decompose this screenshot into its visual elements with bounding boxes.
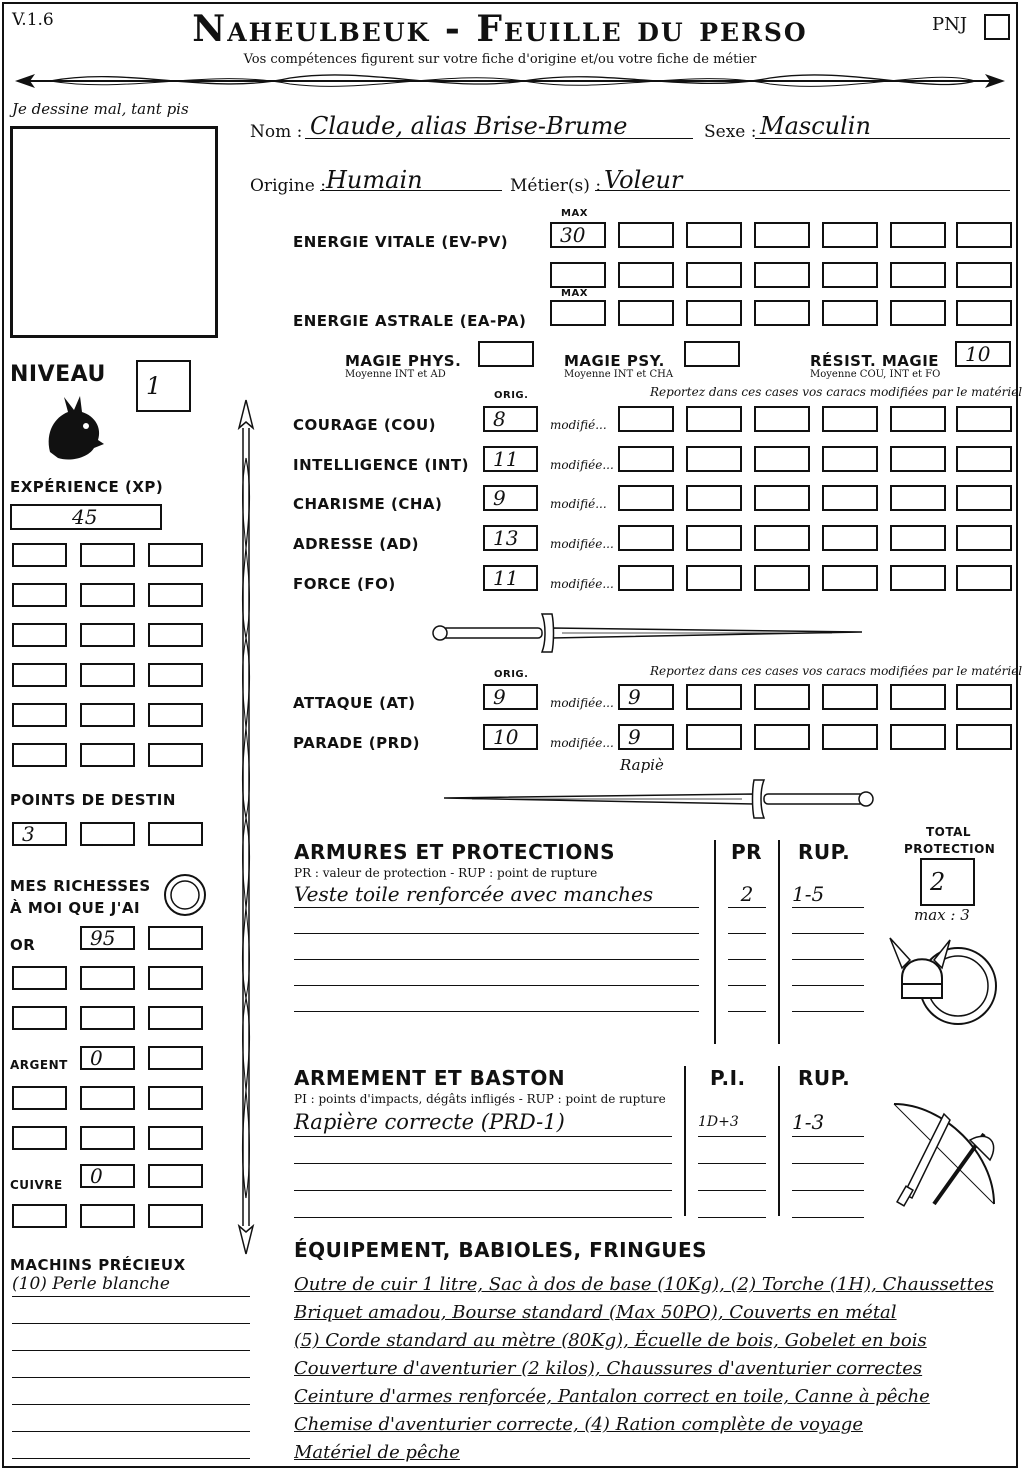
xp-extra-box[interactable]	[12, 623, 67, 647]
carac-mod-label: modifiée...	[550, 537, 614, 551]
carac-mod-box[interactable]	[686, 406, 742, 432]
ea-box[interactable]	[890, 300, 946, 326]
sword-icon-2	[432, 778, 874, 822]
combat-mod-box[interactable]	[686, 684, 742, 710]
magie-psy-hint: Moyenne INT et CHA	[564, 369, 674, 380]
resist-label: RÉSIST. MAGIE	[810, 352, 940, 370]
combat-orig-box[interactable]: 10	[483, 724, 538, 750]
ev-box[interactable]	[822, 262, 878, 288]
carac-note: Reportez dans ces cases vos caracs modifiées par le matériel	[650, 385, 1023, 399]
money-box[interactable]	[80, 1086, 135, 1110]
arme-rup[interactable]	[792, 1191, 864, 1218]
equipement-line[interactable]: Outre de cuir 1 litre, Sac à dos de base (10Kg), (2) Torche (1H), Chaussettes	[294, 1274, 994, 1295]
ev-max-label: MAX	[561, 208, 588, 219]
arme-pi[interactable]	[698, 1141, 766, 1164]
ea-box[interactable]	[956, 300, 1012, 326]
or-label: OR	[10, 936, 36, 954]
machins-label: MACHINS PRÉCIEUX	[10, 1256, 186, 1274]
magie-phys-hint: Moyenne INT et AD	[345, 369, 446, 380]
spear-divider-icon	[10, 66, 1010, 96]
carac-mod-box[interactable]	[890, 525, 946, 551]
carac-label: INTELLIGENCE (INT)	[293, 456, 469, 474]
ev-box[interactable]	[890, 222, 946, 248]
ev-box[interactable]	[618, 262, 674, 288]
arme-pi[interactable]	[698, 1195, 766, 1218]
resist-box[interactable]: 10	[955, 341, 1011, 367]
armure-pr[interactable]	[728, 908, 766, 934]
carac-mod-box[interactable]	[686, 525, 742, 551]
money-box[interactable]	[148, 1086, 203, 1110]
machin-line[interactable]	[12, 1382, 250, 1405]
carac-mod-box[interactable]	[956, 485, 1012, 511]
money-box[interactable]	[12, 1204, 67, 1228]
combat-mod-label: modifiée...	[550, 696, 614, 710]
argent-label: ARGENT	[10, 1058, 68, 1072]
armure-rup[interactable]	[792, 908, 864, 934]
equipement-line[interactable]: Couverture d'aventurier (2 kilos), Chaussures d'aventurier correctes	[294, 1358, 923, 1379]
nom-value[interactable]: Claude, alias Brise-Brume	[310, 112, 628, 140]
machin-line[interactable]	[12, 1409, 250, 1432]
ea-max-label: MAX	[561, 288, 588, 299]
total-protection-box[interactable]: 2	[920, 858, 975, 906]
arme-rup[interactable]	[792, 1164, 864, 1191]
armure-name[interactable]	[294, 908, 699, 934]
carac-orig-box[interactable]: 11	[483, 565, 538, 591]
weapons-icon	[884, 1094, 1004, 1218]
combat-mod-box[interactable]	[822, 684, 878, 710]
machin-line[interactable]	[12, 1436, 250, 1459]
cuivre-label: CUIVRE	[10, 1178, 63, 1192]
armure-pr[interactable]	[728, 934, 766, 960]
combat-label: PARADE (PRD)	[293, 734, 421, 752]
xp-extra-box[interactable]	[80, 623, 135, 647]
richesses-label-2: À MOI QUE J'AI	[10, 899, 141, 917]
equipement-line[interactable]: Chemise d'aventurier correcte, (4) Ration complète de voyage	[294, 1414, 863, 1435]
ea-box[interactable]	[754, 300, 810, 326]
armures-rup-header: RUP.	[798, 840, 851, 864]
carac-orig-box[interactable]: 8	[483, 406, 538, 432]
ea-max-box[interactable]	[550, 300, 606, 326]
ea-box[interactable]	[618, 300, 674, 326]
equipement-line[interactable]: Ceinture d'armes renforcée, Pantalon correct en toile, Canne à pêche	[294, 1386, 930, 1407]
niveau-box[interactable]: 1	[136, 360, 191, 412]
ea-box[interactable]	[686, 300, 742, 326]
money-box[interactable]	[12, 1086, 67, 1110]
xp-extra-box[interactable]	[148, 583, 203, 607]
carac-label: FORCE (FO)	[293, 575, 396, 593]
carac-mod-box[interactable]	[618, 446, 674, 472]
carac-mod-box[interactable]	[890, 485, 946, 511]
armures-title: ARMURES ET PROTECTIONS	[294, 840, 615, 864]
destin-box[interactable]: 3	[12, 822, 67, 846]
xp-extra-box[interactable]	[80, 663, 135, 687]
armement-pi-header: P.I.	[710, 1066, 746, 1090]
page-subtitle: Vos compétences figurent sur votre fiche d'origine et/ou votre fiche de métier	[243, 52, 757, 67]
xp-extra-box[interactable]	[12, 663, 67, 687]
page-title: Naheulbeuk - Feuille du perso	[192, 8, 808, 50]
total-label-1: TOTAL	[926, 825, 972, 839]
nom-label: Nom :	[250, 122, 303, 142]
armure-name[interactable]	[294, 986, 699, 1012]
carac-label: COURAGE (COU)	[293, 416, 437, 434]
combat-mod-box[interactable]	[890, 724, 946, 750]
ev-box[interactable]	[550, 262, 606, 288]
total-protection-note: max : 3	[914, 906, 970, 924]
xp-label: EXPÉRIENCE (XP)	[10, 478, 164, 496]
sexe-label: Sexe :	[704, 122, 757, 142]
armure-rup[interactable]	[792, 960, 864, 986]
money-box[interactable]	[12, 1006, 67, 1030]
carac-mod-label: modifié...	[550, 418, 607, 432]
coin-icon	[162, 872, 208, 918]
carac-mod-box[interactable]	[618, 485, 674, 511]
sword-icon	[432, 612, 874, 656]
money-value-box[interactable]: 95	[80, 926, 135, 950]
ev-max-box[interactable]: 30	[550, 222, 606, 248]
money-box[interactable]	[148, 966, 203, 990]
machin-line[interactable]	[12, 1301, 250, 1324]
carac-mod-box[interactable]	[754, 406, 810, 432]
arme-pi[interactable]: 1D+3	[698, 1114, 766, 1137]
carac-mod-label: modifiée...	[550, 458, 614, 472]
money-value-box[interactable]: 0	[80, 1164, 135, 1188]
armure-rup[interactable]	[792, 986, 864, 1012]
armures-hint: PR : valeur de protection - RUP : point de rupture	[294, 866, 598, 880]
money-box[interactable]	[80, 1204, 135, 1228]
carac-mod-box[interactable]	[618, 565, 674, 591]
money-box[interactable]	[148, 1006, 203, 1030]
armement-title: ARMEMENT ET BASTON	[294, 1066, 566, 1090]
money-box[interactable]	[80, 1006, 135, 1030]
carac-mod-box[interactable]	[956, 525, 1012, 551]
metier-label: Métier(s) :	[510, 176, 602, 196]
xp-extra-box[interactable]	[80, 543, 135, 567]
ev-box[interactable]	[754, 262, 810, 288]
niveau-label: NIVEAU	[10, 362, 106, 387]
money-box[interactable]	[12, 966, 67, 990]
xp-extra-box[interactable]	[148, 743, 203, 767]
ev-box[interactable]	[956, 262, 1012, 288]
combat-mod-box[interactable]	[754, 724, 810, 750]
helmet-shield-icon	[888, 928, 1000, 1032]
machin-line[interactable]	[12, 1355, 250, 1378]
arme-rup[interactable]	[792, 1137, 864, 1164]
total-label-2: PROTECTION	[904, 842, 996, 856]
carac-mod-box[interactable]	[618, 406, 674, 432]
equipement-line[interactable]: Matériel de pêche	[294, 1442, 460, 1463]
carac-label: CHARISME (CHA)	[293, 495, 443, 513]
armure-name[interactable]	[294, 934, 699, 960]
money-box[interactable]	[148, 1126, 203, 1150]
origine-value[interactable]: Humain	[326, 166, 423, 194]
carac-orig-box[interactable]: 9	[483, 485, 538, 511]
carac-mod-box[interactable]	[686, 565, 742, 591]
carac-mod-box[interactable]	[890, 446, 946, 472]
carac-mod-box[interactable]	[754, 446, 810, 472]
portrait-box[interactable]	[10, 126, 218, 338]
carac-mod-box[interactable]	[956, 446, 1012, 472]
ev-box[interactable]	[754, 222, 810, 248]
magie-phys-box[interactable]	[478, 341, 534, 367]
destin-label: POINTS DE DESTIN	[10, 791, 176, 809]
armement-hint: PI : points d'impacts, dégâts infligés - RUP : point de rupture	[294, 1092, 666, 1106]
carac-orig-box[interactable]: 13	[483, 525, 538, 551]
carac-mod-box[interactable]	[956, 406, 1012, 432]
armure-name[interactable]: Veste toile renforcée avec manches	[294, 882, 699, 908]
armures-pr-header: PR	[731, 840, 763, 864]
combat-note-header: Reportez dans ces cases vos caracs modifiées par le matériel	[650, 664, 1023, 678]
combat-mod-box[interactable]	[956, 724, 1012, 750]
armure-name[interactable]	[294, 960, 699, 986]
combat-label: ATTAQUE (AT)	[293, 694, 416, 712]
carac-mod-box[interactable]	[956, 565, 1012, 591]
armure-rup[interactable]: 1-5	[792, 882, 864, 908]
orig-label: ORIG.	[494, 390, 529, 401]
combat-mod-label: modifiée...	[550, 736, 614, 750]
carac-mod-box[interactable]	[890, 565, 946, 591]
arme-name[interactable]	[294, 1191, 672, 1218]
magie-phys-label: MAGIE PHYS.	[345, 352, 462, 370]
carac-mod-box[interactable]	[890, 406, 946, 432]
arme-name[interactable]	[294, 1137, 672, 1164]
vertical-spear-icon	[228, 398, 264, 1258]
ev-label: ENERGIE VITALE (EV-PV)	[293, 233, 509, 251]
carac-mod-box[interactable]	[822, 446, 878, 472]
sexe-value[interactable]: Masculin	[760, 112, 871, 140]
combat-orig-box[interactable]: 9	[483, 684, 538, 710]
combat-mod-box[interactable]	[822, 724, 878, 750]
money-box[interactable]	[148, 1164, 203, 1188]
carac-label: ADRESSE (AD)	[293, 535, 420, 553]
dragon-icon	[40, 392, 106, 464]
version-label: V.1.6	[12, 10, 54, 30]
combat-weapon-note: Rapiè	[620, 756, 664, 774]
xp-extra-box[interactable]	[12, 703, 67, 727]
ev-box[interactable]	[956, 222, 1012, 248]
xp-extra-box[interactable]	[148, 543, 203, 567]
xp-extra-box[interactable]	[148, 623, 203, 647]
combat-mod-box[interactable]: 9	[618, 724, 674, 750]
ea-label: ENERGIE ASTRALE (EA-PA)	[293, 312, 527, 330]
metier-value[interactable]: Voleur	[604, 166, 683, 194]
combat-mod-box[interactable]	[686, 724, 742, 750]
ev-box[interactable]	[686, 222, 742, 248]
origine-label: Origine :	[250, 176, 326, 196]
magie-psy-box[interactable]	[684, 341, 740, 367]
carac-mod-box[interactable]	[754, 485, 810, 511]
armure-pr[interactable]: 2	[728, 882, 766, 908]
ev-box[interactable]	[890, 262, 946, 288]
carac-mod-box[interactable]	[618, 525, 674, 551]
combat-mod-box[interactable]	[890, 684, 946, 710]
money-box[interactable]	[148, 926, 203, 950]
armure-rup[interactable]	[792, 934, 864, 960]
ev-box[interactable]	[618, 222, 674, 248]
equipement-title: ÉQUIPEMENT, BABIOLES, FRINGUES	[294, 1238, 708, 1262]
carac-mod-box[interactable]	[822, 485, 878, 511]
machin-line[interactable]	[12, 1328, 250, 1351]
xp-extra-box[interactable]	[12, 743, 67, 767]
richesses-label-1: MES RICHESSES	[10, 877, 151, 895]
carac-mod-label: modifié...	[550, 497, 607, 511]
arme-name[interactable]: Rapière correcte (PRD-1)	[294, 1110, 672, 1137]
xp-extra-box[interactable]	[80, 583, 135, 607]
money-box[interactable]	[80, 1126, 135, 1150]
carac-mod-box[interactable]	[686, 485, 742, 511]
equipement-line[interactable]: Briquet amadou, Bourse standard (Max 50PO), Couverts en métal	[294, 1302, 897, 1323]
carac-mod-box[interactable]	[822, 565, 878, 591]
portrait-caption: Je dessine mal, tant pis	[12, 100, 189, 118]
xp-extra-box[interactable]	[148, 663, 203, 687]
carac-mod-label: modifiée...	[550, 577, 614, 591]
xp-extra-box[interactable]	[12, 543, 67, 567]
money-box[interactable]	[80, 966, 135, 990]
armure-pr[interactable]	[728, 986, 766, 1012]
pnj-label: PNJ	[932, 14, 968, 35]
arme-name[interactable]	[294, 1164, 672, 1191]
armure-pr[interactable]	[728, 960, 766, 986]
orig-label-combat: ORIG.	[494, 669, 529, 680]
money-box[interactable]	[12, 1126, 67, 1150]
carac-mod-box[interactable]	[754, 525, 810, 551]
carac-mod-box[interactable]	[822, 406, 878, 432]
money-box[interactable]	[148, 1204, 203, 1228]
pnj-checkbox[interactable]	[984, 14, 1010, 40]
xp-box[interactable]: 45	[10, 504, 162, 530]
resist-hint: Moyenne COU, INT et FO	[810, 369, 941, 380]
carac-mod-box[interactable]	[686, 446, 742, 472]
ev-box[interactable]	[822, 222, 878, 248]
arme-rup[interactable]: 1-3	[792, 1110, 864, 1137]
combat-mod-box[interactable]: 9	[618, 684, 674, 710]
combat-mod-box[interactable]	[754, 684, 810, 710]
ev-box[interactable]	[686, 262, 742, 288]
arme-pi[interactable]	[698, 1168, 766, 1191]
ea-box[interactable]	[822, 300, 878, 326]
armement-rup-header: RUP.	[798, 1066, 851, 1090]
money-value-box[interactable]: 0	[80, 1046, 135, 1070]
carac-mod-box[interactable]	[822, 525, 878, 551]
carac-mod-box[interactable]	[754, 565, 810, 591]
xp-extra-box[interactable]	[80, 703, 135, 727]
equipement-line[interactable]: (5) Corde standard au mètre (80Kg), Écuelle de bois, Gobelet en bois	[294, 1330, 927, 1351]
xp-extra-box[interactable]	[148, 703, 203, 727]
destin-box[interactable]	[148, 822, 203, 846]
money-box[interactable]	[148, 1046, 203, 1070]
combat-mod-box[interactable]	[956, 684, 1012, 710]
carac-orig-box[interactable]: 11	[483, 446, 538, 472]
machin-line[interactable]: (10) Perle blanche	[12, 1274, 250, 1297]
destin-box[interactable]	[80, 822, 135, 846]
xp-extra-box[interactable]	[12, 583, 67, 607]
magie-psy-label: MAGIE PSY.	[564, 352, 665, 370]
xp-extra-box[interactable]	[80, 743, 135, 767]
